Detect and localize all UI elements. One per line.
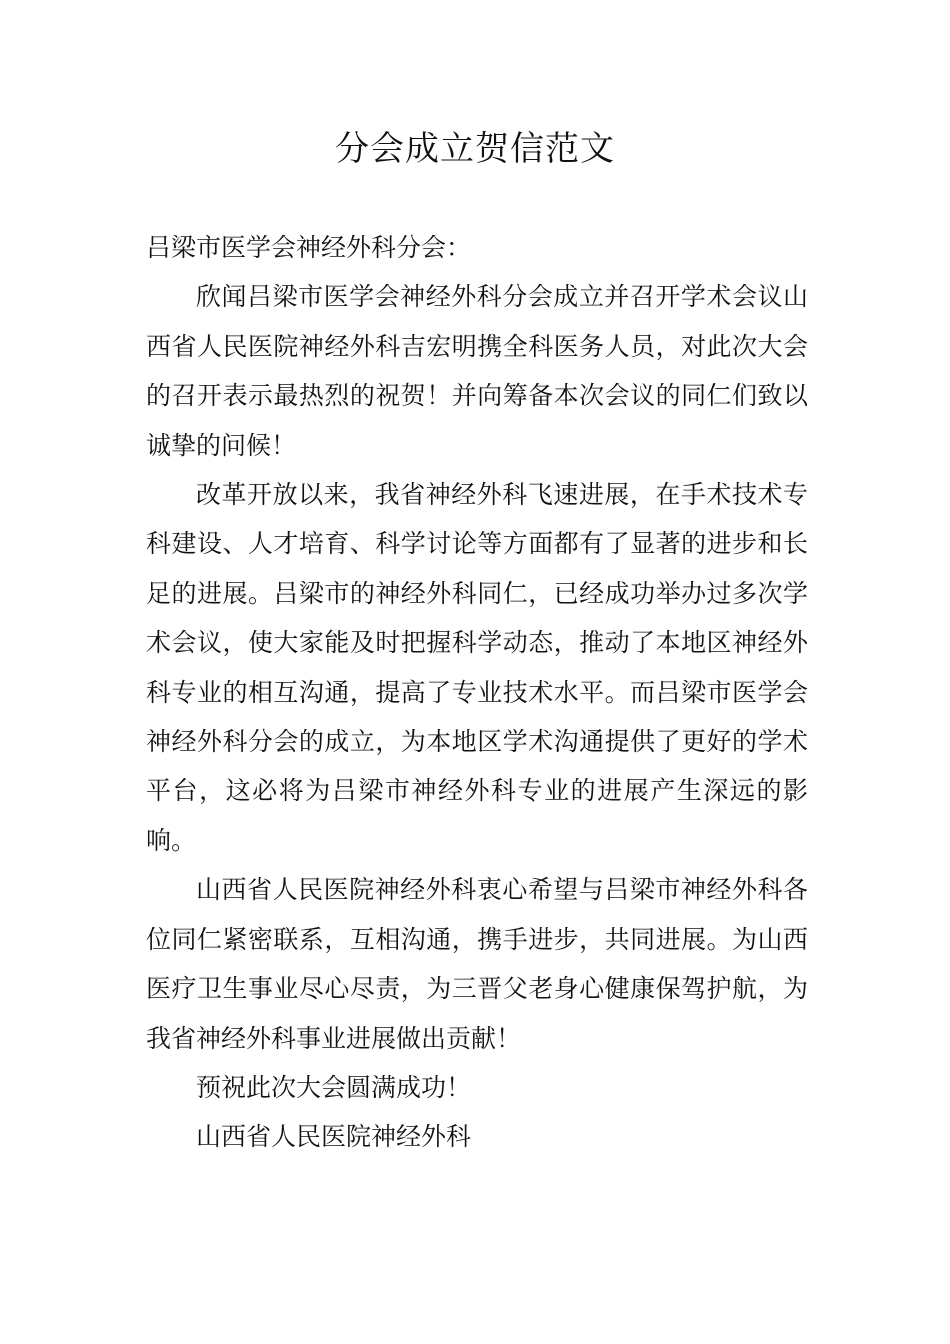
signature: 山西省人民医院神经外科 <box>196 1122 472 1152</box>
salutation: 吕梁市医学会神经外科分会： <box>146 233 472 262</box>
letter-body <box>146 223 808 1162</box>
paragraph-hopes: 山西省人民医院神经外科衷心希望与吕梁市神经外科各位同仁紧密联系，互相沟通，携手进步，共同进展。为山西医疗卫生事业尽心尽责，为三晋父老身心健康保驾护航，为我省神经外科事业进展做出贡献！ <box>146 875 808 1053</box>
paragraph-congratulations: 欣闻吕梁市医学会神经外科分会成立并召开学术会议山西省人民医院神经外科吉宏明携全科医务人员，对此次大会的召开表示最热烈的祝贺！并向筹备本次会议的同仁们致以诚挚的问候！ <box>146 282 808 460</box>
document-title: 分会成立贺信范文 <box>335 129 615 169</box>
closing-wish: 预祝此次大会圆满成功！ <box>196 1072 472 1102</box>
paragraph-development: 改革开放以来，我省神经外科飞速进展，在手术技术专科建设、人才培育、科学讨论等方面都有了显著的进步和长足的进展。吕梁市的神经外科同仁，已经成功举办过多次学术会议，使大家能及时把握科学动态，推动了本地区神经外科专业的相互沟通，提高了专业技术水平。而吕梁市医学会神经外科分会的成立，为本地区学术沟通提供了更好的学术平台，这必将为吕梁市神经外科专业的进展产生深远的影响。 <box>146 480 808 855</box>
